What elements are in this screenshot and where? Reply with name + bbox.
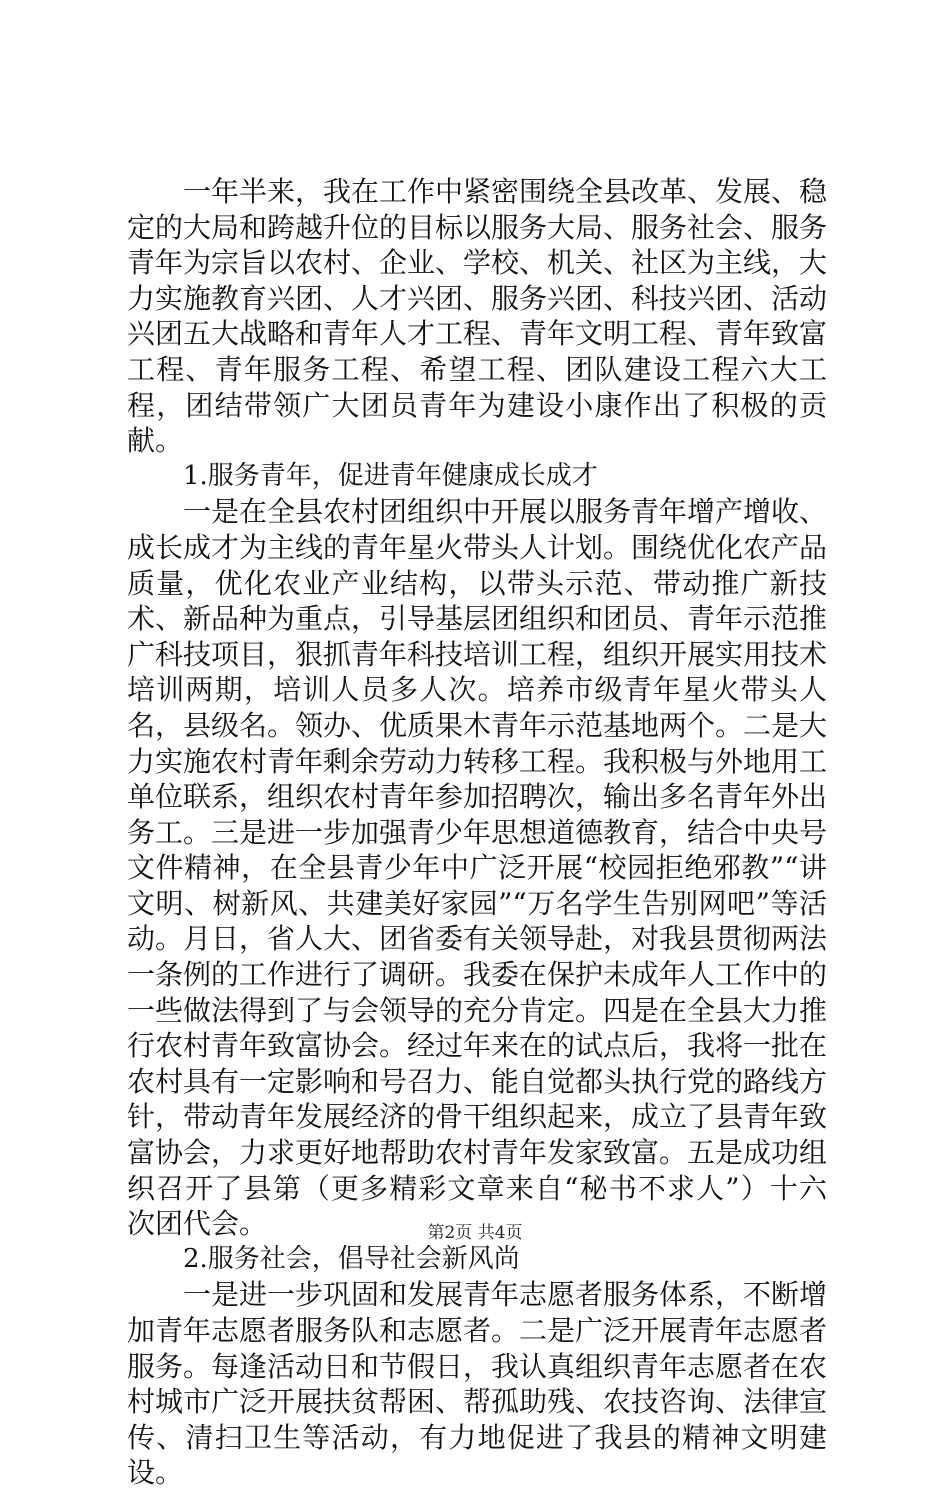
intro-paragraph: 一年半来，我在工作中紧密围绕全县改革、发展、稳定的大局和跨越升位的目标以服务大局、服务社会、服务青年为宗旨以农村、企业、学校、机关、社区为主线，大力实施教育兴团、人才兴团、服务兴团、科技兴团、活动兴团五大战略和青年人才工程、青年文明工程、青年致富工程、青年服务工程、希望工程、团队建设工程六大工程，团结带领广大团员青年为建设小康作出了积极的贡献。 bbox=[127, 175, 828, 458]
section-heading-1: 1.服务青年，促进青年健康成长成才 bbox=[183, 460, 598, 491]
section-1-paragraph: 一是在全县农村团组织中开展以服务青年增产增收、成长成才为主线的青年星火带头人计划。围绕优化农产品质量，优化农业产业结构，以带头示范、带动推广新技术、新品种为重点，引导基层团组织和团员、青年示范推广科技项目，狠抓青年科技培训工程，组织开展实用技术培训两期，培训人员多人次。培养市级青年星火带头人名，县级名。领办、优质果木青年示范基地两个。二是大力实施农村青年剩余劳动力转移工程。我积极与外地用工单位联系，组织农村青年参加招聘次，输出多名青年外出务工。三是进一步加强青少年思想道德教育，结合中央号文件精神，在全县青少年中广泛开展“校园拒绝邪教”“讲文明、树新风、共建美好家园”“万名学生告别网吧”等活动。月日，省人大、团省委有关领导赴，对我县贯彻两法一条例的工作进行了调研。我委在保护未成年人工作中的一些做法得到了与会领导的充分肯定。四是在全县大力推行农村青年致富协会。经过年来在的试点后，我将一批在农村具有一定影响和号召力、能自觉都头执行党的路线方针，带动青年发展经济的骨干组织起来，成立了县青年致富协会，力求更好地帮助农村青年发家致富。五是成功组织召开了县第（更多精彩文章来自“秘书不求人”）十六次团代会。 bbox=[127, 495, 828, 1241]
page-footer: 第2页 共4页 bbox=[427, 1223, 523, 1243]
section-2-paragraph: 一是进一步巩固和发展青年志愿者服务体系，不断增加青年志愿者服务队和志愿者。二是广泛开展青年志愿者服务。每逢活动日和节假日，我认真组织青年志愿者在农村城市广泛开展扶贫帮困、帮孤助残、农技咨询、法律宣传、清扫卫生等活动，有力地促进了我县的精神文明建设。 bbox=[127, 1278, 828, 1490]
section-heading-2: 2.服务社会，倡导社会新风尚 bbox=[183, 1243, 520, 1274]
document-body bbox=[127, 174, 827, 1491]
